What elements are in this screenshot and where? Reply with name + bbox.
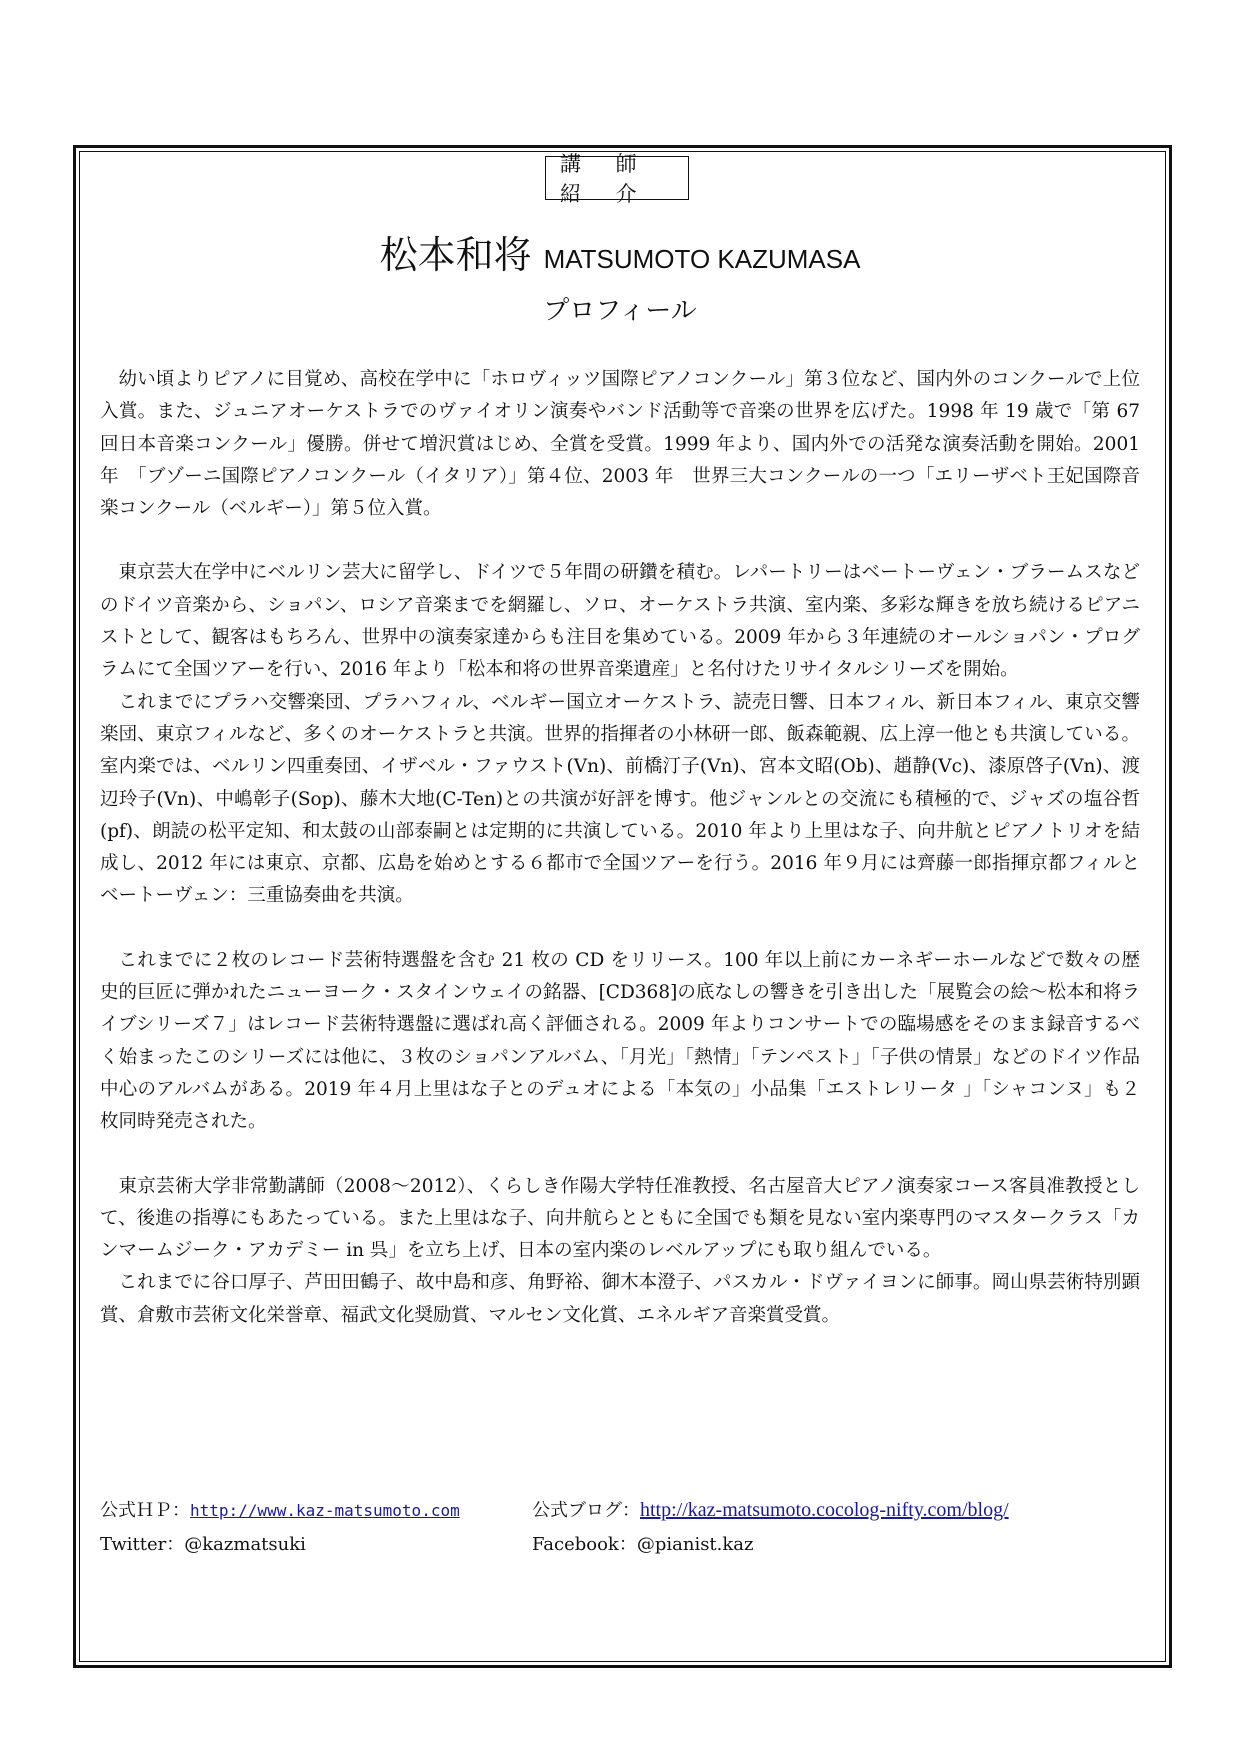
official-site — [100, 1496, 460, 1522]
paragraph-teachers-awards: これまでに谷口厚子、芦田田鶴子、故中島和彦、角野裕、御木本澄子、パスカル・ドヴァイヨンに師事。岡山県芸術特別顕賞、倉敷市芸術文化栄誉章、福武文化奨励賞、マルセン文化賞、エネルギア音楽賞受賞。 — [100, 1272, 1140, 1326]
paragraph-teaching: 東京芸術大学非常勤講師（2008～2012）、くらしき作陽大学特任准教授、名古屋音大ピアノ演奏家コース客員准教授として、後進の指導にもあたっている。また上里はな子、向井航らとともに全国でも類を見ない室内楽専門のマスタークラス「カンマームジーク・アカデミー in 呉」を立ち上げ、日本の室内楽のレベルアップにも取り組んでいる。 — [100, 1175, 1140, 1262]
name-english: MATSUMOTO KAZUMASA — [543, 244, 861, 274]
paragraph-collaborations: これまでにプラハ交響楽団、プラハフィル、ベルギー国立オーケストラ、読売日響、日本フィル、新日本フィル、東京交響楽団、東京フィルなど、多くのオーケストラと共演。世界的指揮者の小林研一郎、飯森範親、広上淳一他とも共演している。室内楽では、ベルリン四重奏団、イザベル・ファウスト(Vn)、前橋汀子(Vn)、宮本文昭(Ob)、趙静(Vc)、漆原啓子(Vn)、渡辺玲子(Vn)、中嶋彰子(Sop)、藤木大地(C-Ten)との共演が好評を博す。他ジャンルとの交流にも積極的で、ジャズの塩谷哲(pf)、朗読の松平定知、和太鼓の山部泰嗣とは定期的に共演している。2010 年より上里はな子、向井航とピアノトリオを結成し、2012 年には東京、京都、広島を始めとする６都市で全国ツアーを行う。2016 年９月には齊藤一郎指揮京都フィルとベートーヴェン：三重協奏曲を共演。 — [100, 691, 1140, 907]
facebook-handle: Facebook：@pianist.kaz — [532, 1534, 754, 1555]
paragraph-early-career: 幼い頃よりピアノに目覚め、高校在学中に「ホロヴィッツ国際ピアノコンクール」第３位など、国内外のコンクールで上位入賞。また、ジュニアオーケストラでのヴァイオリン演奏やバンド活動等で音楽の世界を広げた。1998 年 19 歳で「第 67 回日本音楽コンクール」優勝。併せて増沢賞はじめ、全賞を受賞。1999 年より、国内外での活発な演奏活動を開始。2001 年 「ブゾーニ国際ピアノコンクール（イタリア）」第４位、2003 年 世界三大コンクールの一つ「エリーザベト王妃国際音楽コンクール（ベルギー）」第５位入賞。 — [100, 369, 1140, 520]
contact-links — [100, 1496, 1140, 1564]
paragraph-germany-repertoire: 東京芸大在学中にベルリン芸大に留学し、ドイツで５年間の研鑽を積む。レパートリーはベートーヴェン・ブラームスなどのドイツ音楽から、ショパン、ロシア音楽までを網羅し、ソロ、オーケストラ共演、室内楽、多彩な輝きを放ち続けるピアニストとして、観客はもちろん、世界中の演奏家達からも注目を集めている。2009 年から３年連続のオールショパン・プログラムにて全国ツアーを行い、2016 年より「松本和将の世界音楽遺産」と名付けたリサイタルシリーズを開始。 — [100, 562, 1140, 681]
twitter-handle: Twitter：@kazmatsuki — [100, 1534, 306, 1555]
official-blog-link[interactable]: http://kaz-matsumoto.cocolog-nifty.com/blog/ — [640, 1499, 1009, 1521]
name-heading — [0, 224, 1240, 279]
official-blog — [532, 1496, 1009, 1522]
section-label: 講 師 紹 介 — [545, 156, 689, 200]
official-site-link[interactable]: http://www.kaz-matsumoto.com — [190, 1501, 460, 1520]
paragraph-recordings: これまでに２枚のレコード芸術特選盤を含む 21 枚の CD をリリース。100 年以上前にカーネギーホールなどで数々の歴史的巨匠に弾かれたニューヨーク・スタインウェイの銘器、[CD368]の底なしの響きを引き出した「展覧会の絵～松本和将ライブシリーズ７」はレコード芸術特選盤に選ばれ高く評価される。2009 年よりコンサートでの臨場感をそのまま録音するべく始まったこのシリーズには他に、３枚のショパンアルバム、「月光」「熱情」「テンペスト」「子供の情景」などのドイツ作品中心のアルバムがある。2019 年４月上里はな子とのデュオによる「本気の」小品集「エストレリータ 」「シャコンヌ」も２枚同時発売された。 — [100, 949, 1140, 1133]
profile-body — [100, 364, 1140, 1332]
official-site-label: 公式ＨＰ： — [100, 1500, 190, 1521]
profile-subtitle: プロフィール — [543, 296, 697, 326]
name-japanese: 松本和将 — [379, 233, 532, 277]
official-blog-label: 公式ブログ： — [532, 1500, 640, 1521]
links-row-1 — [100, 1496, 1140, 1530]
links-row-2 — [100, 1530, 1140, 1564]
